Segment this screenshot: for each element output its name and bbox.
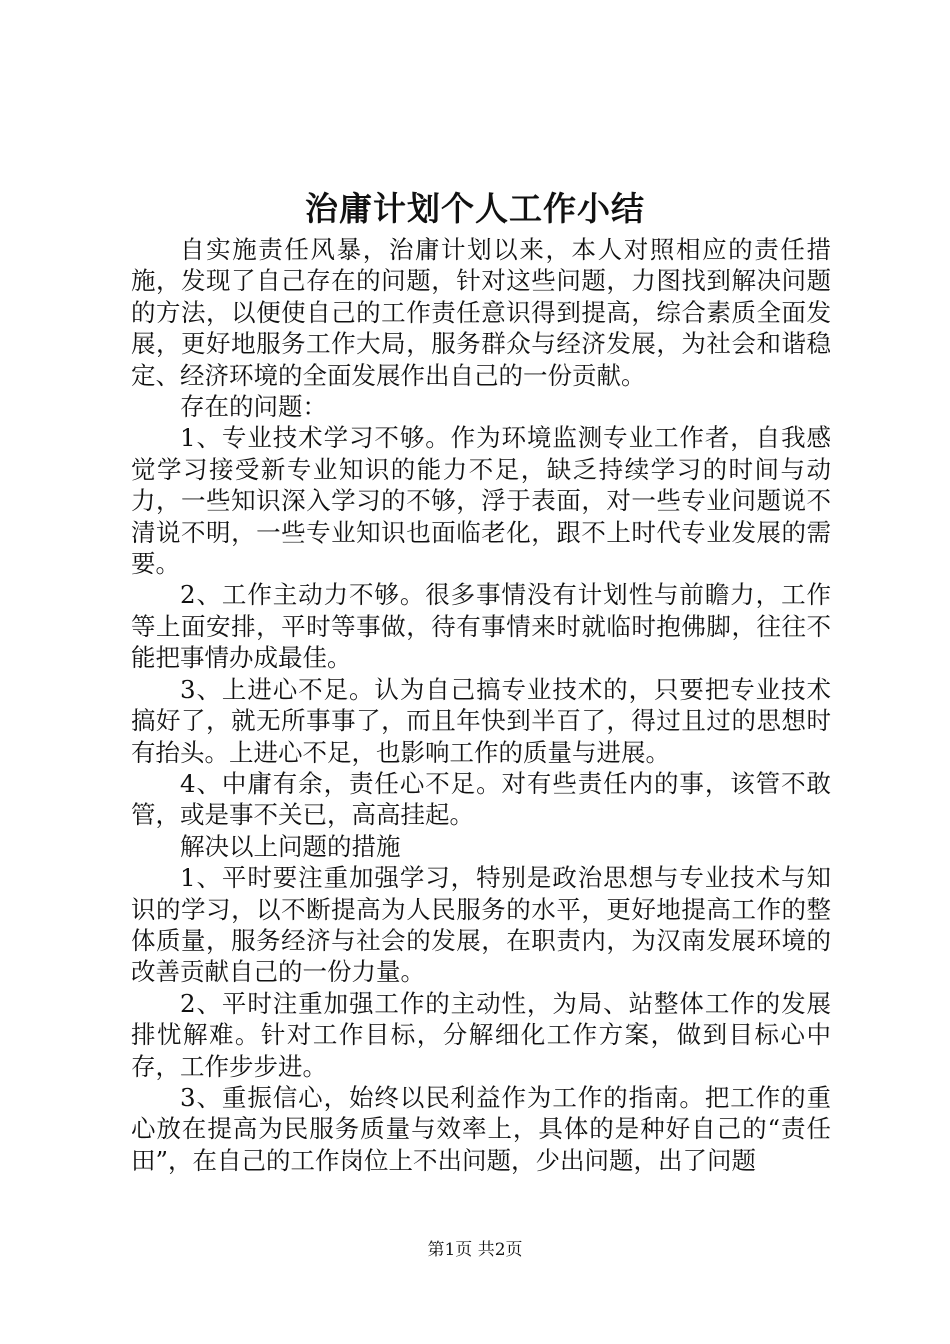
paragraph-measure-2: 2、平时注重加强工作的主动性，为局、站整体工作的发展排忧解难。针对工作目标，分解细化工作方案，做到目标心中存，工作步步进。 — [131, 988, 831, 1081]
paragraph-problem-1: 1、专业技术学习不够。作为环境监测专业工作者，自我感觉学习接受新专业知识的能力不足，缺乏持续学习的时间与动力，一些知识深入学习的不够，浮于表面，对一些专业问题说不清说不明，一些专业知识也面临老化，跟不上时代专业发展的需要。 — [131, 423, 831, 579]
paragraph-problems-heading: 存在的问题： — [180, 392, 327, 422]
paragraph-measure-1: 1、平时要注重加强学习，特别是政治思想与专业技术与知识的学习，以不断提高为人民服务的水平，更好地提高工作的整体质量，服务经济与社会的发展，在职责内，为汉南发展环境的改善贡献自己的一份力量。 — [131, 863, 831, 987]
paragraph-problem-4: 4、中庸有余，责任心不足。对有些责任内的事，该管不敢管，或是事不关已，高高挂起。 — [131, 768, 831, 830]
document-title: 治庸计划个人工作小结 — [305, 189, 645, 228]
paragraph-measure-3: 3、重振信心，始终以民利益作为工作的指南。把工作的重心放在提高为民服务质量与效率上，具体的是种好自己的“责任田”，在自己的工作岗位上不出问题，少出问题，出了问题 — [131, 1082, 831, 1175]
document-body — [131, 234, 831, 1176]
paragraph-measures-heading: 解决以上问题的措施 — [180, 831, 401, 861]
paragraph-intro: 自实施责任风暴，治庸计划以来，本人对照相应的责任措施，发现了自己存在的问题，针对这些问题，力图找到解决问题的方法，以便使自己的工作责任意识得到提高，综合素质全面发展，更好地服务工作大局，服务群众与经济发展，为社会和谐稳定、经济环境的全面发展作出自己的一份贡献。 — [131, 235, 831, 390]
page-footer: 第1页 共2页 — [427, 1240, 523, 1260]
paragraph-problem-2: 2、工作主动力不够。很多事情没有计划性与前瞻力，工作等上面安排，平时等事做，待有事情来时就临时抱佛脚，往往不能把事情办成最佳。 — [131, 580, 831, 673]
paragraph-problem-3: 3、上进心不足。认为自己搞专业技术的，只要把专业技术搞好了，就无所事事了，而且年快到半百了，得过且过的思想时有抬头。上进心不足，也影响工作的质量与进展。 — [131, 674, 831, 767]
